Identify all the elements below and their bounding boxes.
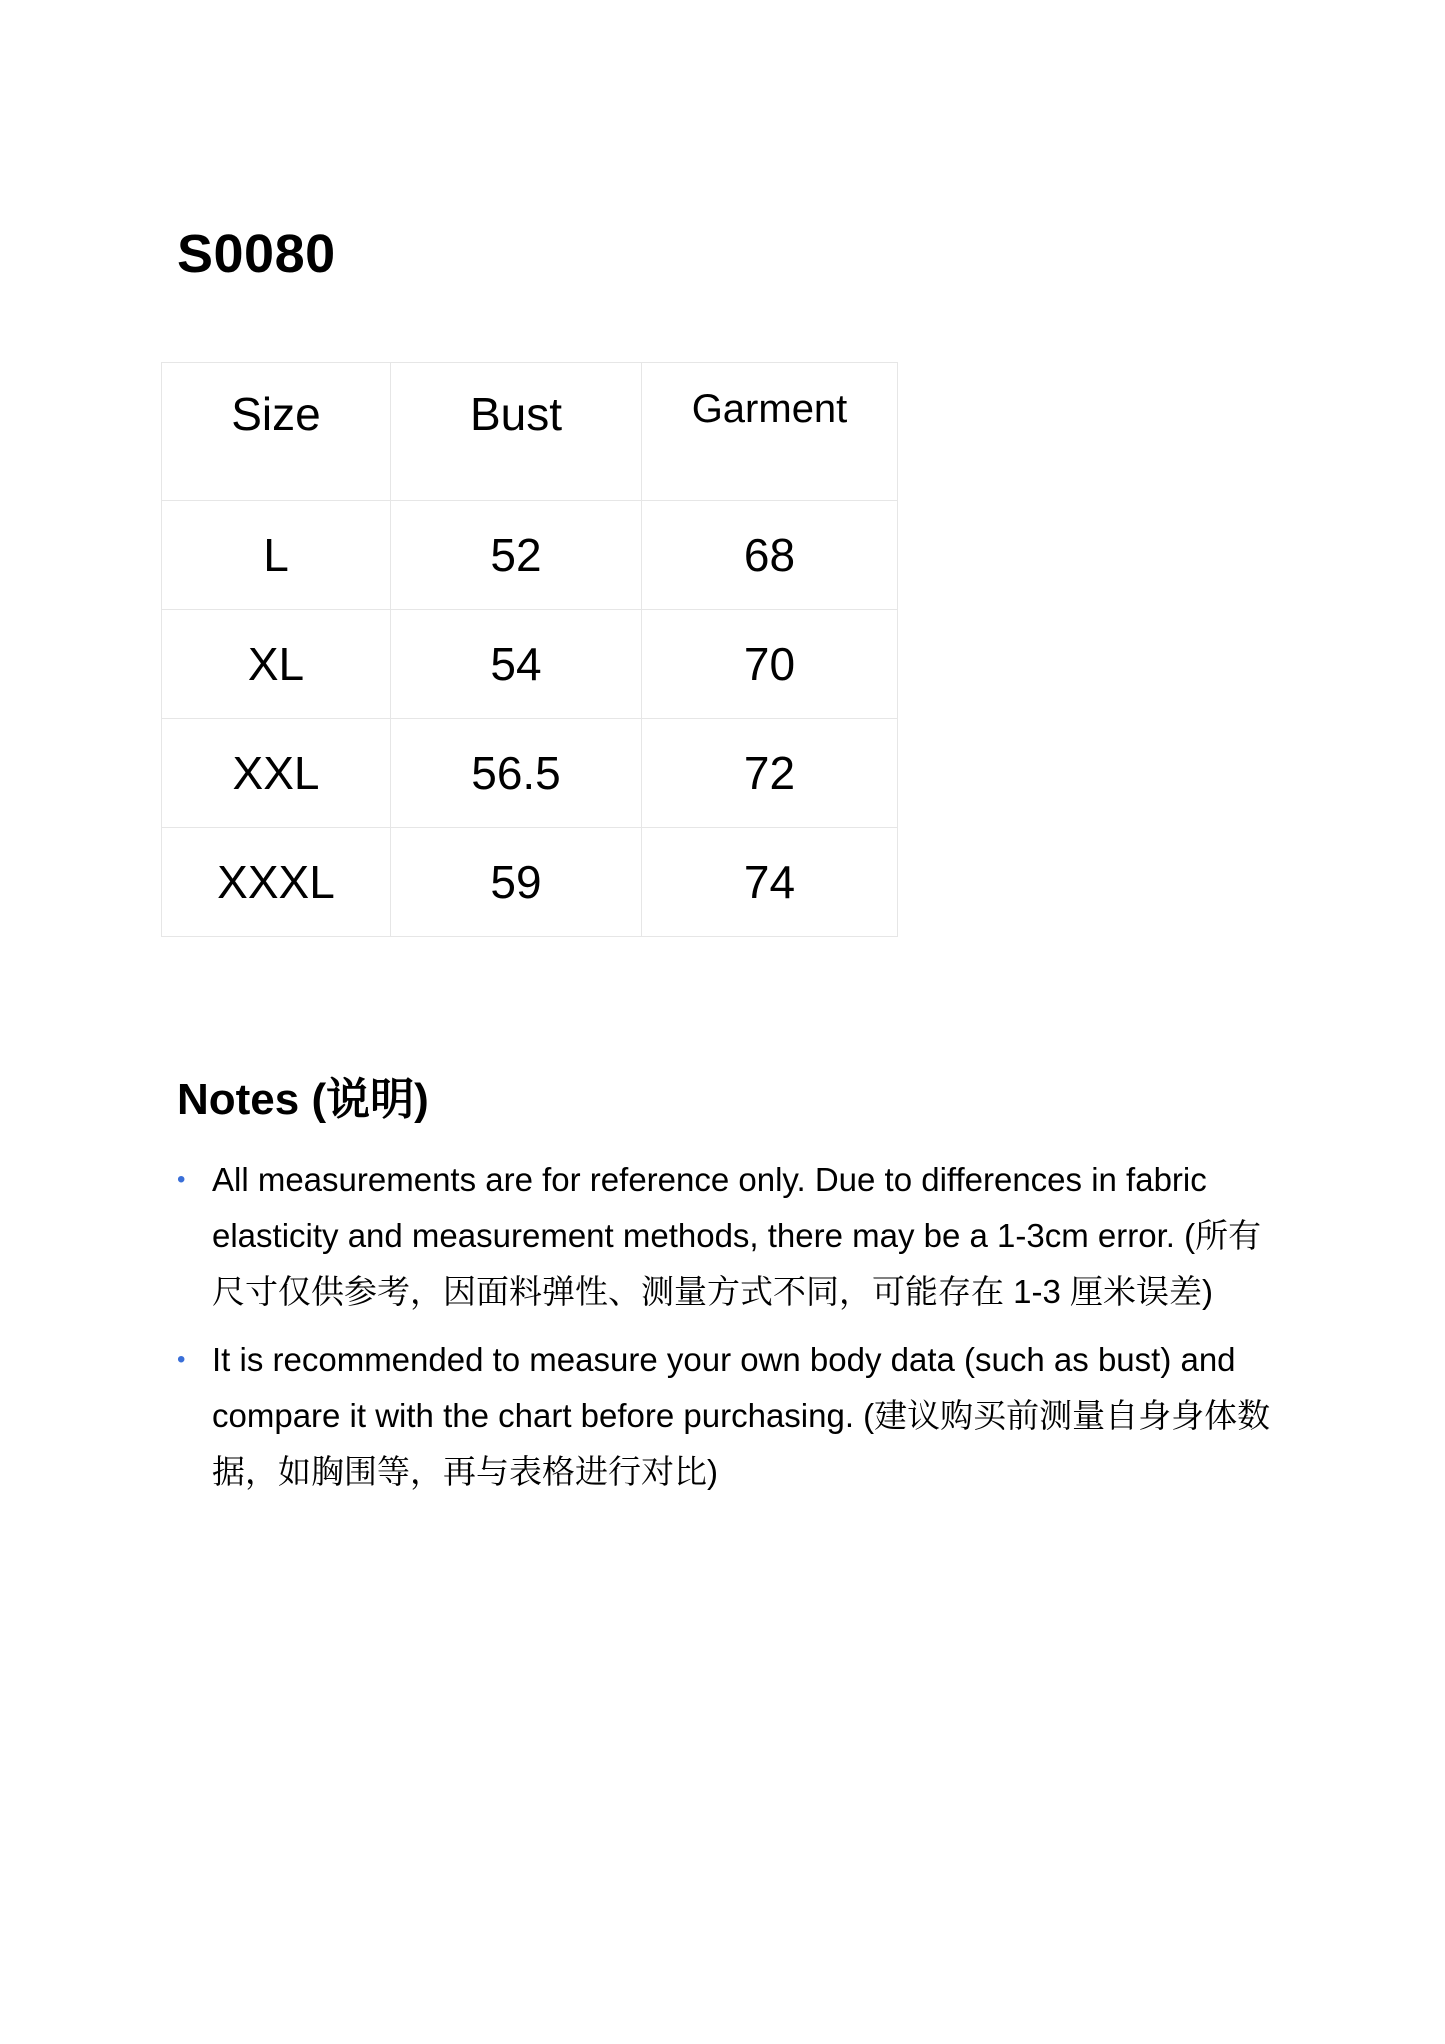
header-garment: Garment (642, 363, 898, 501)
cell-bust: 52 (391, 501, 642, 610)
cell-garment: 72 (642, 719, 898, 828)
list-item (177, 1332, 1287, 1500)
header-size: Size (162, 363, 391, 501)
table-row (162, 610, 898, 719)
cell-size: L (162, 501, 391, 610)
bullet-dot-icon: • (177, 1346, 186, 1373)
table-row (162, 828, 898, 937)
bullet-dot-icon: • (177, 1166, 186, 1193)
table-row (162, 501, 898, 610)
list-item (177, 1152, 1287, 1320)
page-title: S0080 (177, 224, 336, 284)
cell-bust: 59 (391, 828, 642, 937)
cell-size: XXXL (162, 828, 391, 937)
cell-size: XL (162, 610, 391, 719)
cell-bust: 56.5 (391, 719, 642, 828)
notes-list (177, 1152, 1287, 1512)
notes-heading: Notes (说明) (177, 1075, 429, 1124)
note-text: It is recommended to measure your own body data (such as bust) and compare it with the chart before purchasing. (建议购买前测量自身身体数据，如胸围等，再与表格进行对比) (212, 1341, 1271, 1490)
cell-garment: 74 (642, 828, 898, 937)
table-header-row (162, 363, 898, 501)
table-row (162, 719, 898, 828)
cell-bust: 54 (391, 610, 642, 719)
size-chart-table (161, 362, 898, 937)
cell-garment: 70 (642, 610, 898, 719)
note-text: All measurements are for reference only. Due to differences in fabric elasticity and measurement methods, there may be a 1-3cm error. (所有尺寸仅供参考，因面料弹性、测量方式不同，可能存在 1-3 厘米误差) (212, 1161, 1262, 1310)
header-bust: Bust (391, 363, 642, 501)
cell-size: XXL (162, 719, 391, 828)
cell-garment: 68 (642, 501, 898, 610)
